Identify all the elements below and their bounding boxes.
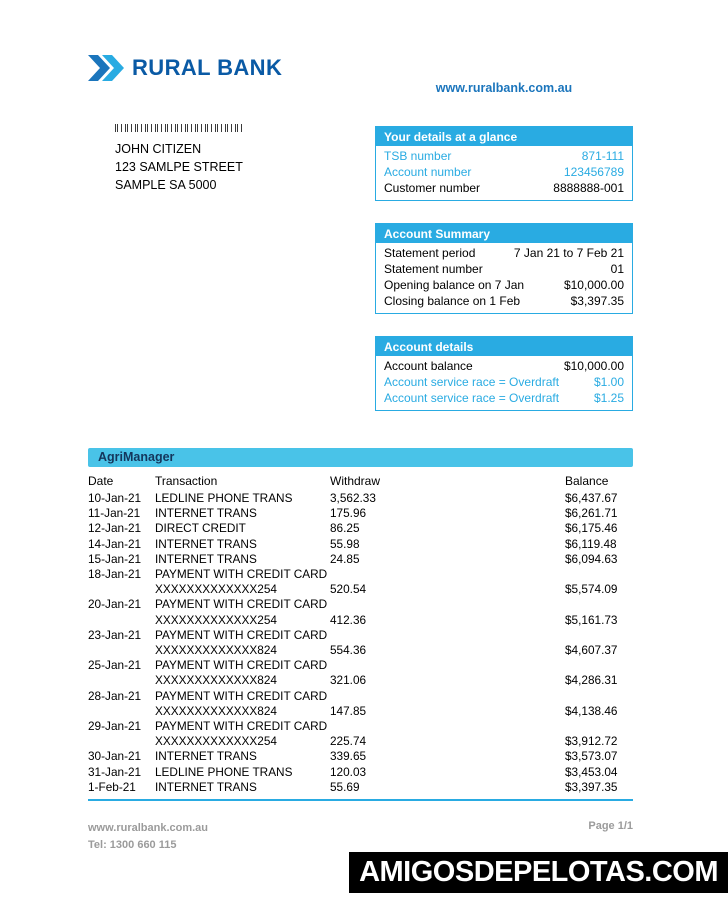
transaction-card-number: XXXXXXXXXXXXX254 bbox=[155, 582, 277, 597]
double-chevron-icon bbox=[88, 55, 124, 81]
transaction-date: 10-Jan-21 bbox=[88, 491, 142, 505]
transaction-balance: $6,261.71 bbox=[565, 506, 618, 521]
transaction-row bbox=[88, 597, 633, 627]
transaction-description bbox=[155, 521, 330, 536]
transaction-description bbox=[155, 506, 330, 521]
transaction-row bbox=[88, 521, 633, 536]
info-row bbox=[376, 245, 632, 261]
info-label: Closing balance on 1 Feb bbox=[384, 294, 521, 308]
info-row bbox=[376, 374, 632, 390]
transaction-description bbox=[155, 537, 330, 552]
transaction-row bbox=[88, 765, 633, 780]
rural-bank-logo bbox=[88, 55, 282, 81]
info-value: $10,000.00 bbox=[563, 278, 624, 292]
info-value: 8888888-001 bbox=[553, 181, 624, 195]
transaction-card-number: XXXXXXXXXXXXX254 bbox=[155, 612, 277, 627]
transaction-date: 15-Jan-21 bbox=[88, 551, 142, 566]
transaction-type: INTERNET TRANS bbox=[155, 749, 257, 764]
transactions-section bbox=[88, 448, 633, 801]
transaction-row bbox=[88, 658, 633, 688]
transaction-date: 20-Jan-21 bbox=[88, 597, 142, 612]
info-row bbox=[376, 390, 632, 406]
transaction-withdraw: 321.06 bbox=[330, 673, 367, 688]
recipient-street: 123 SAMLPE STREET bbox=[115, 160, 243, 174]
info-label: Opening balance on 7 Jan bbox=[384, 278, 525, 292]
transaction-withdraw: 412.36 bbox=[330, 612, 367, 627]
transaction-description bbox=[155, 552, 330, 567]
transaction-type: PAYMENT WITH CREDIT CARD bbox=[155, 627, 328, 642]
transaction-card-number: XXXXXXXXXXXXX824 bbox=[155, 673, 277, 688]
transaction-description bbox=[155, 689, 330, 719]
transaction-card-number: XXXXXXXXXXXXX254 bbox=[155, 734, 277, 749]
transaction-withdraw: 554.36 bbox=[330, 643, 367, 658]
details-box-title: Your details at a glance bbox=[376, 127, 632, 146]
transaction-withdraw: 86.25 bbox=[330, 521, 360, 536]
transaction-balance: $4,138.46 bbox=[565, 703, 618, 718]
account-summary-box bbox=[375, 223, 633, 314]
transaction-row bbox=[88, 537, 633, 552]
transaction-type: LEDLINE PHONE TRANS bbox=[155, 764, 293, 779]
transaction-withdraw: 55.69 bbox=[330, 779, 360, 794]
column-header-date: Date bbox=[88, 474, 114, 488]
transaction-type: LEDLINE PHONE TRANS bbox=[155, 491, 293, 505]
info-label: Account service race = Overdraft bbox=[384, 375, 560, 389]
transaction-description bbox=[155, 765, 330, 780]
transaction-row bbox=[88, 567, 633, 597]
transaction-description bbox=[155, 719, 330, 749]
transaction-row bbox=[88, 552, 633, 567]
info-value: 7 Jan 21 to 7 Feb 21 bbox=[513, 246, 624, 260]
column-header-transaction: Transaction bbox=[155, 474, 218, 488]
transaction-balance: $5,574.09 bbox=[565, 582, 618, 597]
transaction-type: PAYMENT WITH CREDIT CARD bbox=[155, 597, 328, 612]
transaction-withdraw: 175.96 bbox=[330, 506, 367, 521]
transaction-balance: $3,397.35 bbox=[565, 779, 618, 794]
transaction-balance: $6,175.46 bbox=[565, 521, 618, 536]
footer-phone: Tel: 1300 660 115 bbox=[88, 839, 177, 851]
transaction-balance: $5,161.73 bbox=[565, 612, 618, 627]
account-details-box-title: Account details bbox=[376, 337, 632, 356]
page-number: Page 1/1 bbox=[588, 820, 633, 832]
transaction-date: 30-Jan-21 bbox=[88, 749, 142, 764]
transactions-title-bar: AgriManager bbox=[88, 448, 633, 467]
transaction-balance: $4,607.37 bbox=[565, 643, 618, 658]
transactions-header-row bbox=[88, 467, 633, 491]
transaction-date: 31-Jan-21 bbox=[88, 764, 142, 779]
transaction-type: DIRECT CREDIT bbox=[155, 521, 246, 536]
transaction-type: PAYMENT WITH CREDIT CARD bbox=[155, 688, 328, 703]
transaction-date: 14-Jan-21 bbox=[88, 536, 142, 551]
info-value: $1.25 bbox=[593, 391, 624, 405]
column-header-balance: Balance bbox=[565, 474, 609, 488]
table-bottom-rule bbox=[88, 799, 633, 801]
transaction-description bbox=[155, 780, 330, 795]
transaction-withdraw: 225.74 bbox=[330, 734, 367, 749]
recipient-name: JOHN CITIZEN bbox=[115, 142, 202, 156]
transaction-withdraw: 3,562.33 bbox=[330, 491, 376, 505]
footer-website: www.ruralbank.com.au bbox=[88, 822, 209, 834]
info-row bbox=[376, 164, 632, 180]
details-at-a-glance-box bbox=[375, 126, 633, 201]
transaction-row bbox=[88, 719, 633, 749]
info-label: Customer number bbox=[384, 181, 481, 195]
transaction-type: INTERNET TRANS bbox=[155, 536, 257, 551]
transaction-row bbox=[88, 491, 633, 506]
transaction-balance: $3,573.07 bbox=[565, 749, 618, 764]
transaction-row bbox=[88, 780, 633, 795]
transaction-date: 11-Jan-21 bbox=[88, 506, 141, 521]
transaction-description bbox=[155, 749, 330, 764]
header-website-link[interactable]: www.ruralbank.com.au bbox=[435, 81, 573, 95]
transaction-type: PAYMENT WITH CREDIT CARD bbox=[155, 567, 328, 582]
transaction-balance: $6,119.48 bbox=[565, 536, 617, 551]
transaction-date: 12-Jan-21 bbox=[88, 521, 142, 536]
info-label: TSB number bbox=[384, 149, 452, 163]
transaction-description bbox=[155, 491, 330, 506]
info-row bbox=[376, 277, 632, 293]
info-value: $1.00 bbox=[593, 375, 624, 389]
info-row bbox=[376, 148, 632, 164]
transaction-description bbox=[155, 628, 330, 658]
info-value: 01 bbox=[610, 262, 624, 276]
recipient-address-block bbox=[115, 124, 243, 194]
info-label: Account balance bbox=[384, 359, 473, 373]
summary-box-title: Account Summary bbox=[376, 224, 632, 243]
transaction-withdraw: 147.85 bbox=[330, 703, 367, 718]
transaction-date: 28-Jan-21 bbox=[88, 688, 142, 703]
info-label: Statement period bbox=[384, 246, 476, 260]
account-details-box bbox=[375, 336, 633, 411]
info-value: $3,397.35 bbox=[570, 294, 624, 308]
transaction-row bbox=[88, 689, 633, 719]
info-value: 871-111 bbox=[581, 149, 624, 163]
transaction-date: 25-Jan-21 bbox=[88, 658, 142, 673]
transaction-withdraw: 520.54 bbox=[330, 582, 367, 597]
transactions-body bbox=[88, 491, 633, 795]
transaction-description bbox=[155, 567, 330, 597]
transaction-date: 29-Jan-21 bbox=[88, 719, 142, 734]
transaction-withdraw: 339.65 bbox=[330, 749, 367, 764]
transaction-balance: $3,912.72 bbox=[565, 734, 618, 749]
transaction-date: 18-Jan-21 bbox=[88, 567, 142, 582]
transaction-date: 1-Feb-21 bbox=[88, 779, 136, 794]
transaction-type: PAYMENT WITH CREDIT CARD bbox=[155, 658, 328, 673]
transaction-withdraw: 24.85 bbox=[330, 551, 360, 566]
info-label: Statement number bbox=[384, 262, 483, 276]
transaction-balance: $3,453.04 bbox=[565, 764, 618, 779]
transaction-balance: $4,286.31 bbox=[565, 673, 618, 688]
transaction-date: 23-Jan-21 bbox=[88, 627, 142, 642]
logo-text: RURAL BANK bbox=[132, 55, 283, 80]
info-value: 123456789 bbox=[563, 165, 624, 179]
transaction-row bbox=[88, 749, 633, 764]
transaction-type: PAYMENT WITH CREDIT CARD bbox=[155, 719, 328, 734]
transaction-type: INTERNET TRANS bbox=[155, 551, 257, 566]
transaction-type: INTERNET TRANS bbox=[155, 506, 257, 521]
watermark-text: AMIGOSDEPELOTAS.COM bbox=[359, 856, 718, 888]
transaction-balance: $6,437.67 bbox=[565, 491, 618, 505]
transaction-description bbox=[155, 658, 330, 688]
transaction-type: INTERNET TRANS bbox=[155, 779, 257, 794]
recipient-city: SAMPLE SA 5000 bbox=[115, 178, 217, 192]
transaction-balance: $6,094.63 bbox=[565, 551, 618, 566]
transaction-withdraw: 55.98 bbox=[330, 536, 360, 551]
info-row bbox=[376, 180, 632, 196]
info-row bbox=[376, 261, 632, 277]
transaction-description bbox=[155, 597, 330, 627]
info-label: Account service race = Overdraft bbox=[384, 391, 560, 405]
transaction-row bbox=[88, 506, 633, 521]
column-header-withdraw: Withdraw bbox=[330, 474, 381, 488]
transaction-card-number: XXXXXXXXXXXXX824 bbox=[155, 703, 277, 718]
mail-barcode bbox=[115, 124, 243, 132]
transaction-row bbox=[88, 628, 633, 658]
info-row bbox=[376, 293, 632, 309]
footer bbox=[88, 820, 208, 854]
watermark-banner bbox=[349, 852, 728, 893]
info-value: $10,000.00 bbox=[563, 359, 624, 373]
transaction-card-number: XXXXXXXXXXXXX824 bbox=[155, 643, 277, 658]
transaction-withdraw: 120.03 bbox=[330, 764, 367, 779]
info-row bbox=[376, 358, 632, 374]
info-label: Account number bbox=[384, 165, 472, 179]
